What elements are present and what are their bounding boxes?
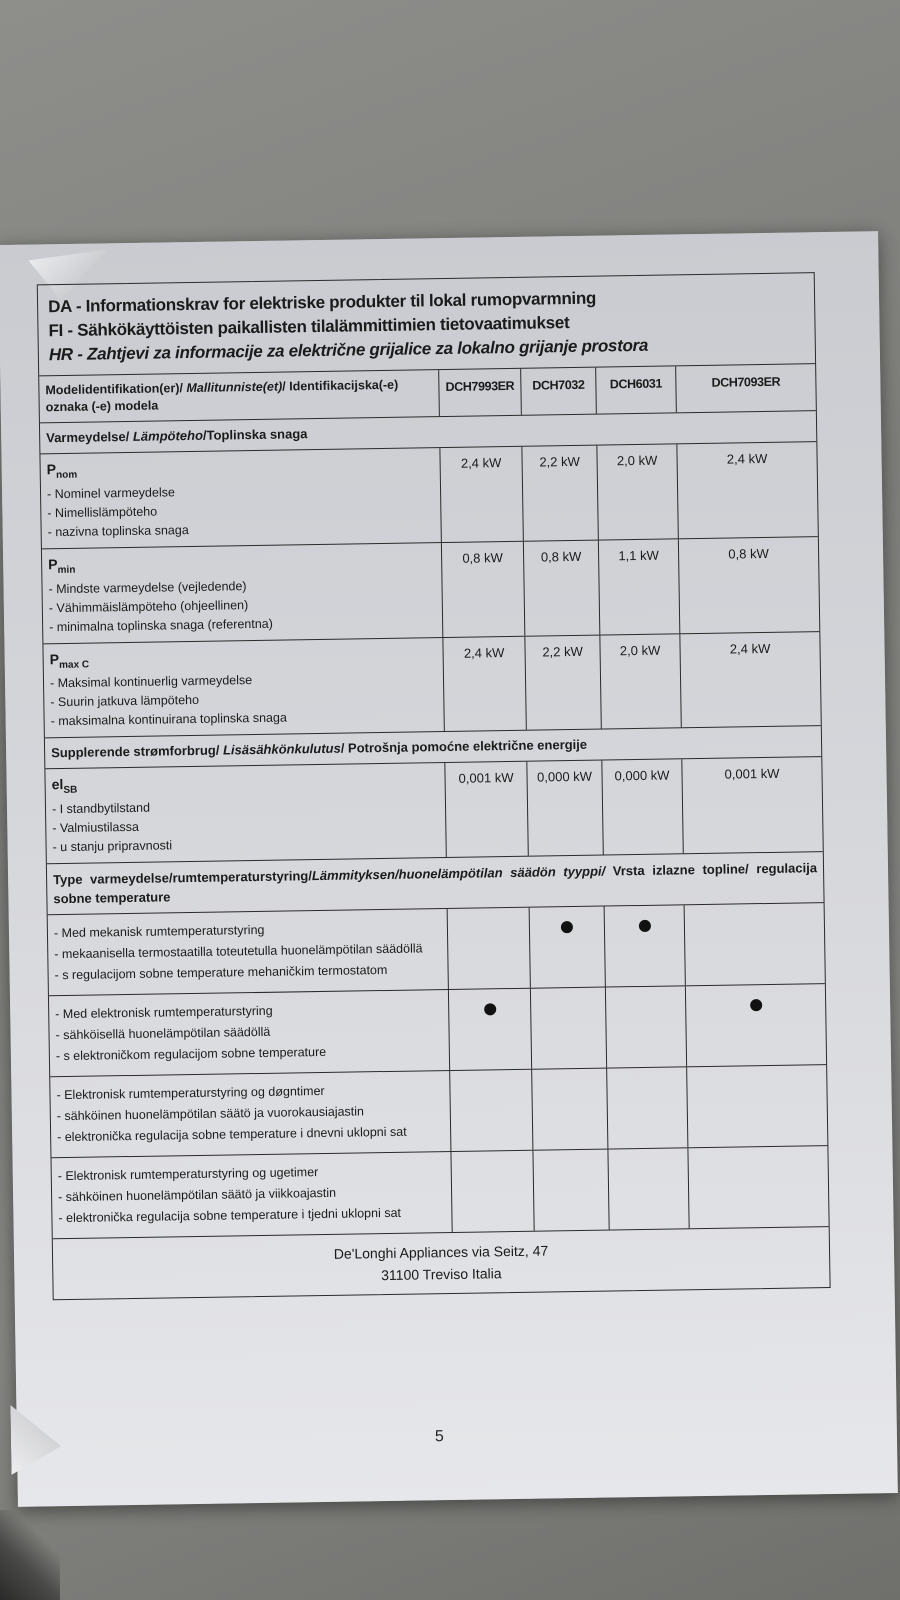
el-sb-value: 0,001 kW bbox=[445, 762, 528, 857]
page-number: 5 bbox=[434, 1428, 444, 1446]
control-cell bbox=[688, 1146, 828, 1228]
el-sb-value: 0,000 kW bbox=[527, 761, 603, 856]
p-nom-symbol-main: P bbox=[46, 461, 57, 478]
title-da: DA - Informationskrav for elektriske produkter til lokal rumopvarmning bbox=[47, 288, 597, 317]
folded-corner-left bbox=[10, 1404, 61, 1475]
control-cell bbox=[451, 1151, 534, 1232]
control-desc-line: - sähköinen huonelämpötilan säätö ja viikkoajastin bbox=[57, 1185, 337, 1205]
p-min-value: 0,8 kW bbox=[524, 540, 600, 635]
p-min-desc-line: - Vähimmäislämpöteho (ohjeellinen) bbox=[48, 597, 249, 615]
p-max-c-row bbox=[43, 632, 820, 739]
p-nom-value: 2,4 kW bbox=[440, 447, 523, 542]
p-min-value: 0,8 kW bbox=[728, 545, 769, 562]
control-desc-line: - s regulacijom sobne temperature mehaničkim termostatom bbox=[54, 963, 388, 983]
p-nom-desc-line: - nazivna toplinska snaga bbox=[47, 522, 189, 540]
p-min-symbol-main: P bbox=[48, 555, 58, 573]
section-heat-hr: /Toplinska snaga bbox=[202, 426, 308, 443]
control-cell bbox=[608, 1148, 689, 1229]
address-line-1: De'Longhi Appliances via Seitz, 47 bbox=[333, 1242, 549, 1263]
control-row bbox=[49, 984, 826, 1077]
el-sb-row bbox=[45, 758, 822, 865]
address-line-2: 31100 Treviso Italia bbox=[381, 1265, 502, 1284]
p-min-row bbox=[42, 537, 819, 644]
control-cell bbox=[532, 1069, 608, 1150]
manufacturer-address bbox=[53, 1227, 830, 1299]
p-nom-symbol-sub: nom bbox=[56, 469, 78, 481]
section-heat-fi: Lämpöteho bbox=[132, 427, 204, 444]
p-max-c-label bbox=[43, 638, 444, 738]
control-cell bbox=[450, 1070, 533, 1151]
p-nom-value: 2,4 kW bbox=[726, 450, 768, 467]
control-cell bbox=[448, 908, 531, 989]
model-1: DCH7993ER bbox=[439, 369, 522, 416]
model-3: DCH6031 bbox=[596, 366, 677, 413]
el-sb-desc-line: - I standbytilstand bbox=[51, 800, 151, 817]
control-cell bbox=[686, 984, 826, 1066]
p-max-c-value: 2,4 kW bbox=[729, 640, 771, 657]
control-cell bbox=[606, 986, 687, 1067]
p-max-c-value: 2,0 kW bbox=[600, 634, 681, 729]
p-min-value: 0,8 kW bbox=[442, 542, 525, 637]
aux-params bbox=[45, 758, 822, 865]
control-row bbox=[50, 1065, 827, 1158]
model-2: DCH7032 bbox=[521, 368, 597, 415]
el-sb-symbol-sub: SB bbox=[63, 785, 78, 797]
section-aux-fi: Lisäsähkönkulutus bbox=[222, 741, 341, 758]
p-nom-desc-line: - Nimellislämpöteho bbox=[47, 504, 158, 521]
control-label bbox=[51, 1152, 452, 1238]
control-desc-line: - s elektroničkom regulacijom sobne temperature bbox=[55, 1045, 327, 1064]
p-max-c-value: 2,4 kW bbox=[443, 636, 526, 731]
control-row bbox=[48, 903, 825, 996]
p-min-symbol-sub: min bbox=[57, 564, 76, 576]
control-desc-line: - Med elektronisk rumtemperaturstyring bbox=[55, 1003, 273, 1022]
control-cell bbox=[607, 1067, 688, 1148]
control-desc-line: - mekaanisella termostaatilla toteutetulla huonelämpötilan säädöllä bbox=[54, 941, 423, 962]
control-label bbox=[49, 990, 450, 1076]
applicable-dot-icon bbox=[561, 921, 573, 933]
control-cell bbox=[685, 903, 825, 985]
control-cell bbox=[530, 907, 606, 988]
section-heat-da: Varmeydelse/ bbox=[46, 428, 134, 446]
control-cell bbox=[533, 1150, 609, 1231]
applicable-dot-icon bbox=[484, 1003, 496, 1015]
el-sb-value: 0,001 kW bbox=[724, 766, 780, 783]
model-label-da: Modelidentifikation(er)/ bbox=[45, 381, 187, 398]
control-desc-line: - elektronička regulacija sobne temperature i tjedni uklopni sat bbox=[58, 1205, 402, 1226]
control-desc-line: - Med mekanisk rumtemperaturstyring bbox=[53, 923, 265, 941]
model-label-hr: / Identifikacijska(-e) oznaka (-e) modela bbox=[45, 377, 399, 415]
control-rows bbox=[48, 903, 829, 1239]
control-label bbox=[48, 909, 449, 995]
control-row bbox=[51, 1146, 828, 1239]
el-sb-value: 0,000 kW bbox=[602, 760, 683, 855]
p-max-c-desc-line: - Maksimal kontinuerlig varmeydelse bbox=[49, 673, 253, 691]
p-nom-value: 2,2 kW bbox=[522, 446, 598, 541]
section-aux-hr: / Potrošnja pomoćne električne energije bbox=[340, 737, 588, 757]
control-desc-line: - sähköinen huonelämpötilan säätö ja vuorokausiajastin bbox=[56, 1104, 365, 1124]
type-head-hr: Vrsta izlazne topline/ regulacija sobne temperature bbox=[53, 860, 818, 907]
p-nom-label bbox=[40, 448, 441, 548]
control-desc-line: - Elektronisk rumtemperaturstyring og døgntimer bbox=[56, 1084, 325, 1103]
section-aux-da: Supplerende strømforbrug/ bbox=[51, 742, 224, 761]
title-fi: FI - Sähkökäyttöisten paikallisten tilalämmittimien tietovaatimukset bbox=[48, 313, 570, 341]
control-desc-line: - Elektronisk rumtemperaturstyring og ugetimer bbox=[57, 1165, 319, 1184]
p-max-c-desc-line: - maksimalna kontinuirana toplinska snaga bbox=[50, 710, 287, 729]
type-head-fi: Lämmityksen/huonelämpötilan säädön tyyppi/ bbox=[311, 863, 606, 884]
p-min-desc-line: - minimalna toplinska snaga (referentna) bbox=[49, 616, 273, 634]
el-sb-label bbox=[45, 763, 446, 863]
applicable-dot-icon bbox=[638, 920, 650, 932]
p-nom-row bbox=[40, 442, 817, 549]
control-desc-line: - sähköisellä huonelämpötilan säädöllä bbox=[55, 1025, 271, 1043]
p-max-c-symbol-sub: max C bbox=[59, 659, 90, 671]
p-min-value: 1,1 kW bbox=[599, 539, 680, 634]
model-label-fi: Mallitunniste(et) bbox=[186, 379, 283, 396]
info-table bbox=[37, 272, 831, 1300]
title-block bbox=[38, 273, 815, 376]
model-header-label bbox=[39, 370, 440, 422]
model-4: DCH7093ER bbox=[711, 374, 781, 390]
type-head-da: Type varmeydelse/rumtemperaturstyring/ bbox=[53, 868, 313, 888]
control-cell bbox=[449, 989, 532, 1070]
p-min-label bbox=[42, 543, 443, 643]
table-edge-shadow bbox=[0, 1510, 60, 1600]
control-cell bbox=[687, 1065, 827, 1147]
control-desc-line: - elektronička regulacija sobne temperature i dnevni uklopni sat bbox=[57, 1124, 407, 1145]
document-page bbox=[0, 231, 898, 1507]
p-min-desc-line: - Mindste varmeydelse (vejledende) bbox=[48, 578, 247, 596]
heat-params bbox=[40, 442, 820, 739]
el-sb-symbol-main: el bbox=[51, 776, 64, 793]
p-max-c-symbol-main: P bbox=[49, 650, 60, 667]
control-label bbox=[50, 1071, 451, 1157]
title-hr-text: HR - Zahtjevi za informacije za električne grijalice za lokalno grijanje prostora bbox=[48, 335, 649, 365]
p-nom-desc-line: - Nominel varmeydelse bbox=[46, 485, 175, 502]
applicable-dot-icon bbox=[750, 999, 762, 1011]
p-max-c-desc-line: - Suurin jatkuva lämpöteho bbox=[50, 693, 200, 710]
el-sb-desc-line: - Valmiustilassa bbox=[52, 820, 140, 836]
p-max-c-value: 2,2 kW bbox=[525, 635, 601, 730]
el-sb-desc-line: - u stanju pripravnosti bbox=[52, 838, 173, 855]
p-nom-value: 2,0 kW bbox=[597, 444, 678, 539]
control-cell bbox=[605, 905, 686, 986]
control-cell bbox=[531, 988, 607, 1069]
